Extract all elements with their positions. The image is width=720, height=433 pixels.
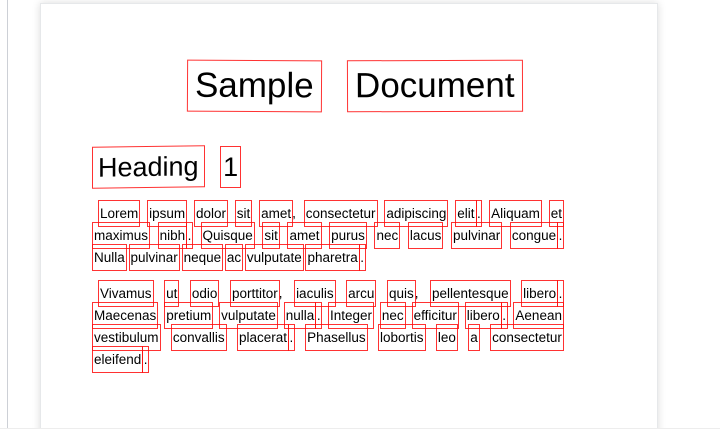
ocr-word-box: Heading [93,146,204,188]
ocr-word-box: pretium [165,303,212,328]
ocr-word-box: convallis [172,325,226,350]
ocr-word-box: a [469,325,479,350]
punct: , [414,285,419,301]
ocr-punct-box: . [558,281,563,306]
ocr-word-box: pellentesque [431,281,510,306]
ocr-word-box: pulvinar [452,223,501,248]
ocr-word-box: consectetur [305,201,377,226]
left-panel-border [7,0,8,428]
ocr-word-box: ut [165,281,178,306]
ocr-word-box: amet [260,201,292,226]
ocr-word-box: libero [466,303,501,328]
ocr-word-box: sit [263,223,279,248]
ocr-punct-box: . [289,325,294,350]
ocr-word-box: Document [348,61,522,112]
text-line [93,325,563,347]
ocr-word-box: neque [183,245,223,270]
ocr-word-box: pharetra [306,245,358,270]
text-line [93,303,563,325]
ocr-word-box: arcu [347,281,375,306]
ocr-punct-box: . [316,303,321,328]
ocr-word-box: leo [437,325,457,350]
ocr-word-box: nibh [159,223,187,248]
ocr-word-box: lobortis [379,325,425,350]
ocr-punct-box: . [502,303,507,328]
ocr-word-box: odio [191,281,219,306]
ocr-word-box: Phasellus [306,325,367,350]
ocr-word-box: placerat [238,325,288,350]
bottom-panel-border [0,428,720,429]
punct: , [278,285,283,301]
ocr-punct-box: . [143,347,148,372]
ocr-punct-box: . [558,223,563,248]
ocr-word-box: libero [522,281,557,306]
ocr-word-box: Quisque [202,223,254,248]
ocr-word-box: Lorem [99,201,139,226]
ocr-word-box: ipsum [148,201,186,226]
ocr-word-box: Sample [188,61,321,112]
ocr-word-box: vestibulum [93,325,160,350]
ocr-word-box: elit [456,201,475,226]
ocr-word-box: lacus [409,223,443,248]
ocr-punct-box: . [360,245,365,270]
ocr-word-box: Integer [329,303,373,328]
ocr-word-box: amet [288,223,320,248]
ocr-word-box: Vivamus [99,281,153,306]
ocr-word-box: consectetur [491,325,563,350]
ocr-word-box: ac [226,245,242,270]
ocr-word-box: Aenean [514,303,563,328]
document-page [40,3,658,428]
text-line [93,201,563,223]
ocr-word-box: iaculis [295,281,335,306]
ocr-word-box: nec [375,223,399,248]
ocr-word-box: Aliquam [490,201,541,226]
ocr-word-box: adipiscing [385,201,447,226]
ocr-word-box: pulvinar [130,245,179,270]
ocr-word-box: vulputate [246,245,303,270]
ocr-word-box: purus [330,223,366,248]
ocr-punct-box: . [187,223,192,248]
paragraph-1 [93,201,563,267]
ocr-punct-box: . [477,201,482,226]
ocr-word-box: eleifend [93,347,142,372]
text-line [93,281,563,303]
ocr-word-box: nec [381,303,405,328]
ocr-word-box: dolor [195,201,227,226]
ocr-word-box: quis [388,281,415,306]
ocr-word-box: sit [236,201,252,226]
ocr-word-box: 1 [221,147,240,187]
document-viewer [8,0,720,428]
section-heading [93,147,240,187]
document-title [120,61,590,111]
ocr-word-box: nulla [285,303,316,328]
ocr-word-box: congue [511,223,557,248]
ocr-word-box: maximus [93,223,149,248]
ocr-word-box: Nulla [93,245,126,270]
ocr-word-box: porttitor [231,281,279,306]
ocr-word-box: efficitur [413,303,458,328]
ocr-word-box: et [550,201,563,226]
ocr-word-box: vulputate [220,303,277,328]
punct: , [292,205,296,221]
paragraph-2 [93,281,563,369]
ocr-word-box: Maecenas [93,303,157,328]
text-line [93,223,563,245]
